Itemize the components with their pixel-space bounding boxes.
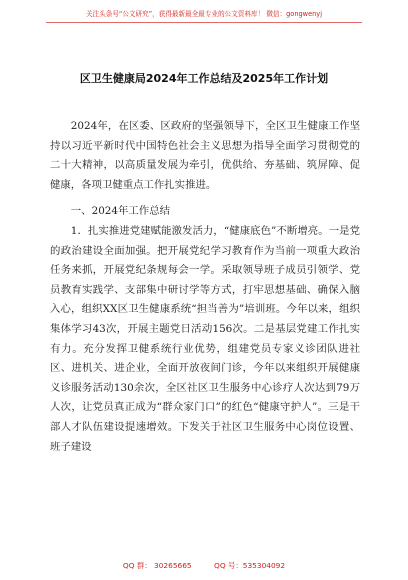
header-banner: 关注头条号“公文研究”，获得最新最全最专业的公文资料库！ 微信：gongwenyj — [85, 10, 323, 18]
footer-qq-group: QQ 群： 30265665 — [122, 561, 192, 570]
document-title: 区卫生健康局2024年工作总结及2025年工作计划 — [79, 72, 329, 85]
section-paragraph: 1．扎实推进党建赋能激发活力，“健康底色”不断增亮。一是党的政治建设全面加强。把开展党纪学习教育作为当前一项重大政治任务来抓，开展党纪条规每会一学。采取领导班子成员引领学、党员教育实践学、支部集中研讨学等方式，打牢思想基础、确保入脑入心，组织XX区卫生健康系统“担当善为”培训班。今年以来，组织集体学习43次，开展主题党日活动156次。二是基层党建工作扎实有力。充分发挥卫健系统行业优势，组建党员专家义诊团队进社区、进机关、进企业，全面开放夜间门诊，今年以来组织开展健康义诊服务活动130余次，全区社区卫生服务中心诊疗人次达到79万人次，让党员真正成为“群众家门口”的红色“健康守护人”。三是干部人才队伍建设提速增效。下发关于社区卫生服务中心岗位设置、班子建设 — [50, 224, 360, 453]
document-body — [50, 117, 360, 457]
intro-paragraph: 2024年，在区委、区政府的坚强领导下，全区卫生健康工作坚持以习近平新时代中国特色社会主义思想为指导全面学习贯彻党的二十大精神，以高质量发展为牵引，优供给、夯基础、筑屏障、促健康，各项卫健重点工作扎实推进。 — [50, 120, 360, 191]
footer-qq-number: QQ 号：535304092 — [214, 561, 286, 570]
footer-contact — [0, 560, 408, 571]
section-heading: 一、2024年工作总结 — [70, 205, 170, 218]
header-divider — [46, 22, 362, 23]
